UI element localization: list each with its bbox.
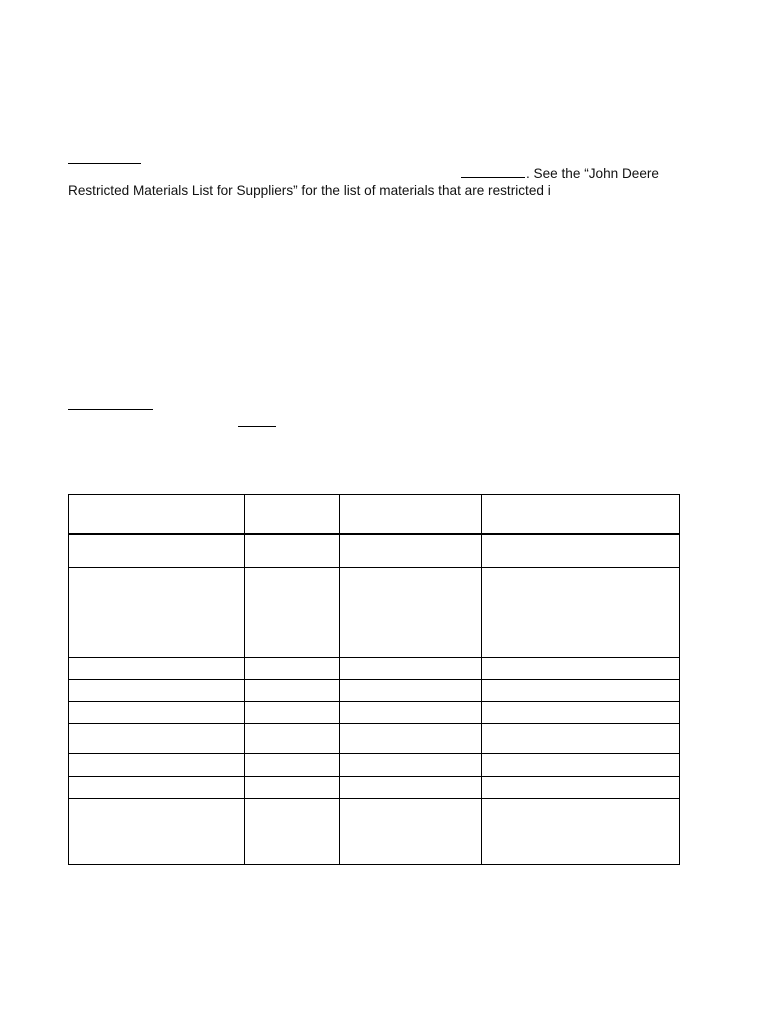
section-heading-underline-1 bbox=[68, 163, 141, 164]
table-cell bbox=[482, 680, 680, 702]
table-cell bbox=[482, 754, 680, 777]
table-row bbox=[69, 754, 680, 777]
table-cell bbox=[340, 799, 482, 865]
table-cell bbox=[340, 680, 482, 702]
table-cell bbox=[340, 777, 482, 799]
table-cell bbox=[245, 702, 340, 724]
table-cell bbox=[69, 658, 245, 680]
section-heading-underline-2 bbox=[68, 409, 153, 410]
table-row bbox=[69, 702, 680, 724]
paragraph-line-1 bbox=[461, 166, 659, 182]
paragraph-line-1-text: . See the “John Deere bbox=[526, 166, 659, 181]
table-header-row bbox=[69, 495, 680, 534]
table-cell bbox=[482, 799, 680, 865]
table-cell bbox=[245, 777, 340, 799]
table-cell bbox=[340, 568, 482, 658]
paragraph-line-2-text: Restricted Materials List for Suppliers” for the list of materials that are restricted i bbox=[68, 183, 551, 198]
table-cell bbox=[69, 777, 245, 799]
table-cell bbox=[340, 658, 482, 680]
inline-blank-underline bbox=[238, 426, 276, 427]
table-header-cell bbox=[69, 495, 245, 534]
table-cell bbox=[245, 799, 340, 865]
table-cell bbox=[340, 724, 482, 754]
table-row bbox=[69, 658, 680, 680]
table-cell bbox=[245, 568, 340, 658]
table-cell bbox=[340, 754, 482, 777]
table-row bbox=[69, 568, 680, 658]
table-cell bbox=[245, 680, 340, 702]
table-header-cell bbox=[245, 495, 340, 534]
table-row bbox=[69, 799, 680, 865]
table-header-cell bbox=[340, 495, 482, 534]
table-cell bbox=[482, 534, 680, 568]
table-row bbox=[69, 534, 680, 568]
table-row bbox=[69, 777, 680, 799]
table-cell bbox=[482, 777, 680, 799]
table-cell bbox=[340, 534, 482, 568]
table-cell bbox=[69, 799, 245, 865]
table-row bbox=[69, 724, 680, 754]
table-cell bbox=[69, 568, 245, 658]
table-cell bbox=[245, 754, 340, 777]
table-cell bbox=[69, 702, 245, 724]
table-cell bbox=[482, 724, 680, 754]
table-cell bbox=[69, 680, 245, 702]
table-cell bbox=[245, 658, 340, 680]
table-cell bbox=[69, 724, 245, 754]
table-cell bbox=[482, 702, 680, 724]
table-cell bbox=[69, 754, 245, 777]
table-cell bbox=[482, 658, 680, 680]
table-cell bbox=[245, 724, 340, 754]
materials-table bbox=[68, 494, 680, 865]
table-header-cell bbox=[482, 495, 680, 534]
paragraph-line-2 bbox=[68, 183, 551, 199]
blank-underline bbox=[461, 166, 525, 178]
table-cell bbox=[340, 702, 482, 724]
table-cell bbox=[245, 534, 340, 568]
table-cell bbox=[482, 568, 680, 658]
table-row bbox=[69, 680, 680, 702]
table-cell bbox=[69, 534, 245, 568]
